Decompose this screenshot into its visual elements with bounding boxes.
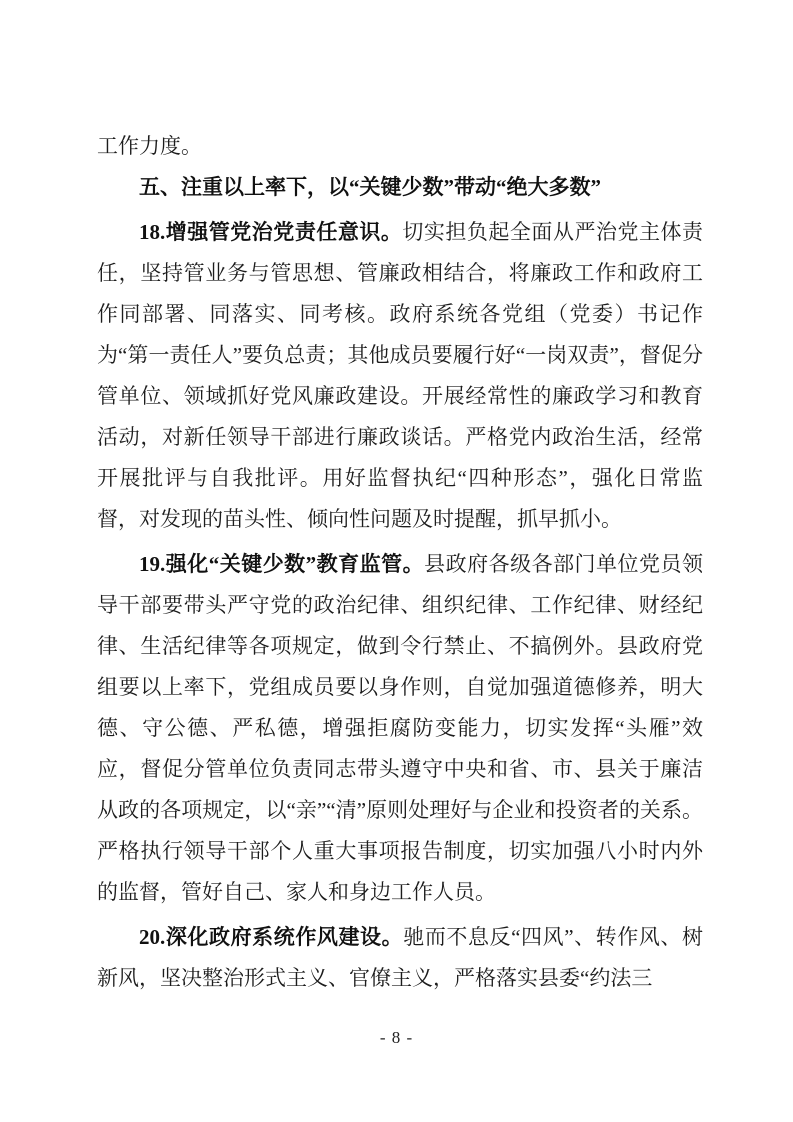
paragraph-18-body: 切实担负起全面从严治党主体责任，坚持管业务与管思想、管廉政相结合，将廉政工作和政府工作同部署、同落实、同考核。政府系统各党组（党委）书记作为“第一责任人”要负总责；其他成员要履行好“一岗双责”，督促分管单位、领域抓好党风廉政建设。开展经常性的廉政学习和教育活动，对新任领导干部进行廉政谈话。严格党内政治生活，经常开展批评与自我批评。用好监督执纪“四种形态”，强化日常监督，对发现的苗头性、倾向性问题及时提醒，抓早抓小。 xyxy=(97,220,704,531)
paragraph-18 xyxy=(97,212,703,540)
section-heading: 五、注重以上率下，以“关键少数”带动“绝大多数” xyxy=(139,175,601,199)
paragraph-20 xyxy=(97,917,703,999)
carryover-text: 工作力度。 xyxy=(97,134,202,158)
paragraph-19-body: 县政府各级各部门单位党员领导干部要带头严守党的政治纪律、组织纪律、工作纪律、财经纪律、生活纪律等各项规定，做到令行禁止、不搞例外。县政府党组要以上率下，党组成员要以身作则，自觉加强道德修养，明大德、守公德、严私德，增强拒腐防变能力，切实发挥“头雁”效应，督促分管单位负责同志带头遵守中央和省、市、县关于廉洁从政的各项规定，以“亲”“清”原则处理好与企业和投资者的关系。严格执行领导干部个人重大事项报告制度，切实加强八小时内外的监督，管好自己、家人和身边工作人员。 xyxy=(97,552,704,904)
paragraph-20-lead: 20.深化政府系统作风建设。 xyxy=(139,925,404,949)
page-number: - 8 - xyxy=(379,1028,414,1047)
paragraph-18-lead: 18.增强管党治党责任意识。 xyxy=(139,220,403,244)
document-body xyxy=(97,126,703,999)
paragraph-19-lead: 19.强化“关键少数”教育监管。 xyxy=(139,552,425,576)
paragraph-19 xyxy=(97,544,703,913)
paragraph-20-body: 驰而不息反“四风”、转作风、树新风，坚决整治形式主义、官僚主义，严格落实县委“约法三 xyxy=(97,925,704,990)
